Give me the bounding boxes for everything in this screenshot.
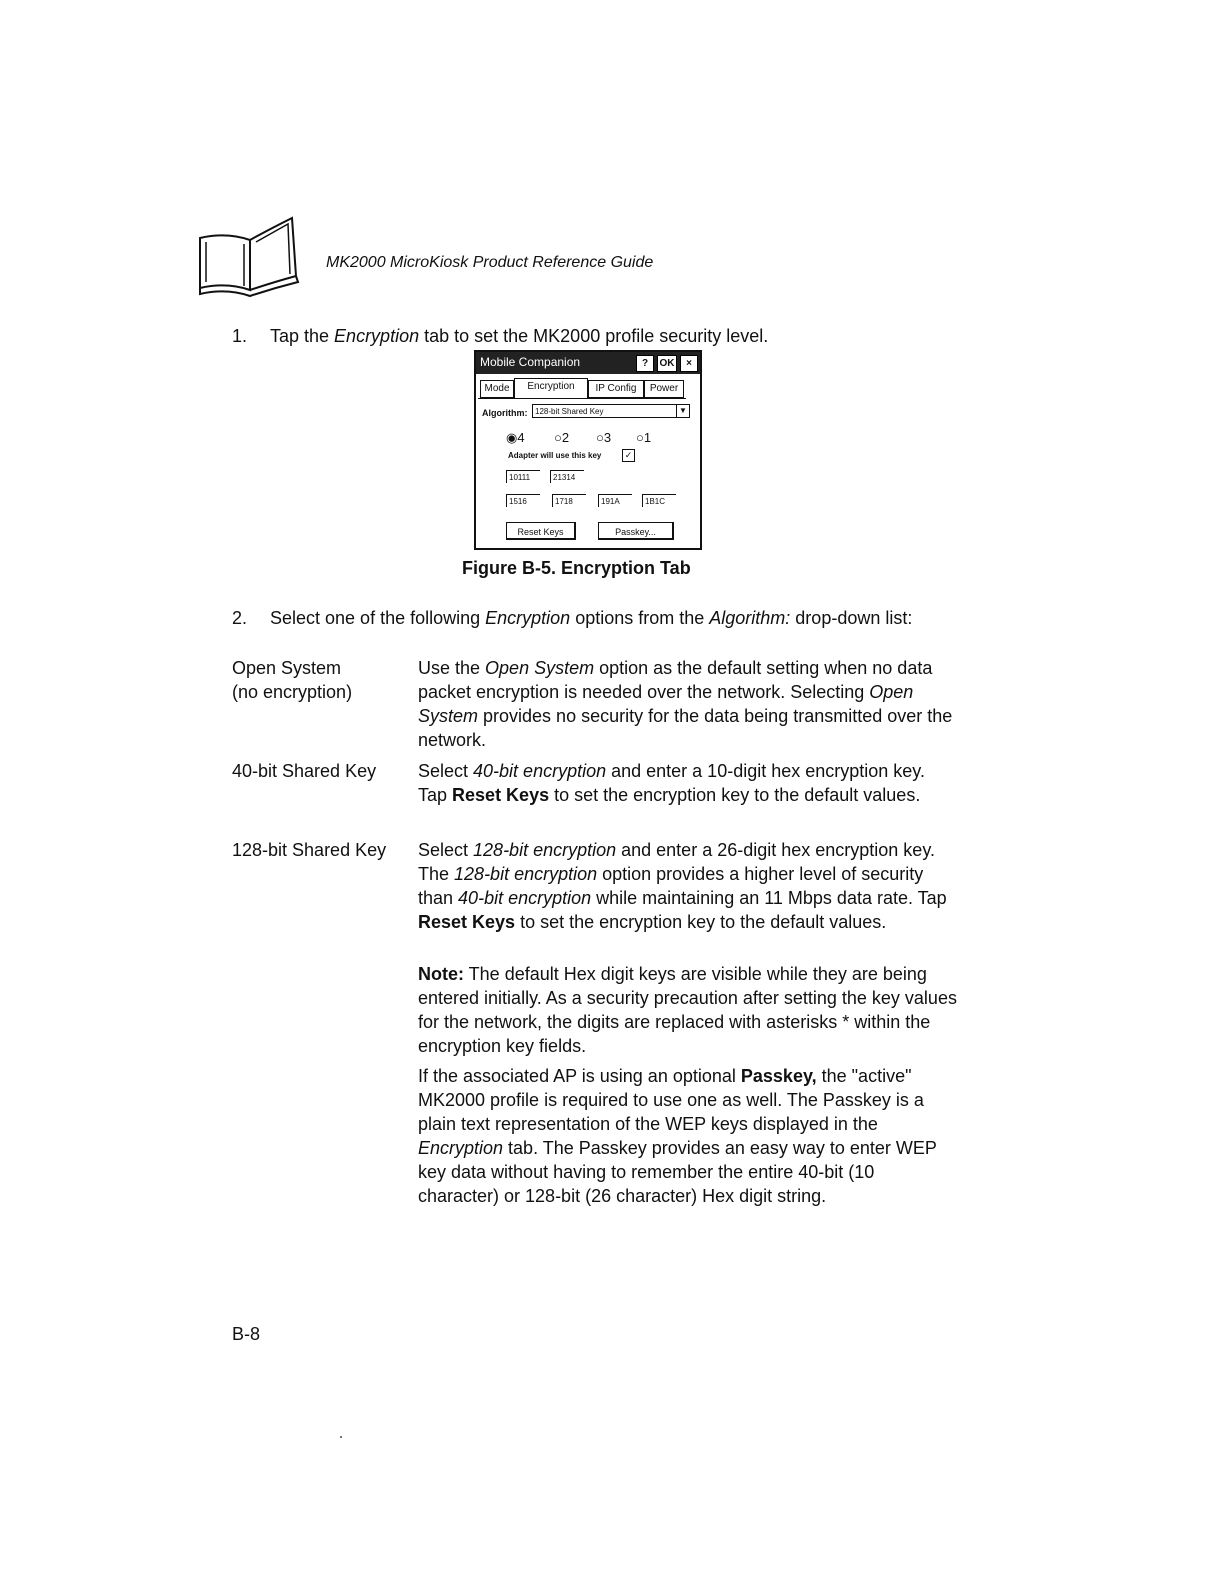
algorithm-select[interactable] [532,404,690,418]
window-titlebar [476,352,700,374]
tab-power[interactable]: Power [644,380,684,398]
adapter-key-checkbox[interactable]: ✓ [622,449,635,462]
key-field[interactable]: 1516 [506,494,540,507]
step-2 [232,606,1032,630]
step-number: 2. [232,608,248,628]
radio-key-4[interactable]: ◉4 [506,430,525,445]
key-field[interactable]: 191A [598,494,632,507]
term-40-bit: 40-bit Shared Key [232,761,377,781]
radio-key-2[interactable]: ○2 [554,430,570,445]
header-title: MK2000 MicroKiosk Product Reference Guide [326,254,654,271]
def-128-bit: Select 128-bit encryption and enter a 26-digit hex encryption key. The 128-bit encryption option provides a higher level of security than 40-bit encryption while maintaining an 11 Mbps data rate. Tap Reset Keys to set the encryption key to the default values. [418,840,947,932]
encryption-tab-screenshot [474,350,702,550]
chevron-down-icon[interactable]: ▼ [676,405,689,417]
tab-mode[interactable]: Mode [480,380,514,398]
key-field[interactable]: 10111 [506,470,540,483]
tab-bar [478,378,686,399]
window-title: Mobile Companion [480,355,581,369]
algorithm-label: Algorithm: [482,408,528,418]
key-field[interactable]: 1718 [552,494,586,507]
passkey-paragraph: If the associated AP is using an optional Passkey, the "active" MK2000 profile is required to use one as well. The Passkey is a plain text representation of the WEP keys displayed in the Encryption tab. The Passkey provides an easy way to enter WEP key data without having to remember the entire 40-bit (10 character) or 128-bit (26 character) Hex digit string. [418,1066,937,1206]
key-radio-group [506,430,686,446]
passkey-button[interactable]: Passkey... [598,522,674,540]
scan-speck [340,1436,342,1438]
def-open-system: Use the Open System option as the default setting when no data packet encryption is needed over the network. Selecting Open System provides no security for the data being transmitted over the network. [418,658,953,750]
radio-key-3[interactable]: ○3 [596,430,612,445]
step-number: 1. [232,326,248,346]
reset-keys-button[interactable]: Reset Keys [506,522,576,540]
step-text: Tap the Encryption tab to set the MK2000 profile security level. [270,326,769,346]
tab-encryption[interactable]: Encryption [514,378,588,398]
ok-button[interactable]: OK [657,355,677,372]
algorithm-value: 128-bit Shared Key [535,407,604,416]
close-button[interactable]: × [680,355,698,372]
def-40-bit: Select 40-bit encryption and enter a 10-digit hex encryption key. Tap Reset Keys to set the encryption key to the default values. [418,761,925,805]
note-paragraph: Note: The default Hex digit keys are visible while they are being entered initially. As a security precaution after setting the key values for the network, the digits are replaced with asterisks * within the encryption key fields. [418,964,957,1056]
term-open-system: Open System (no encryption) [232,658,353,702]
help-button[interactable]: ? [636,355,654,372]
step-1 [232,324,1032,348]
term-128-bit: 128-bit Shared Key [232,840,387,860]
key-field[interactable]: 1B1C [642,494,676,507]
page-number: B-8 [232,1324,261,1344]
radio-key-1[interactable]: ○1 [636,430,652,445]
step-text: Select one of the following Encryption options from the Algorithm: drop-down list: [270,608,913,628]
book-icon [196,216,304,298]
adapter-key-label: Adapter will use this key [508,451,602,460]
key-field[interactable]: 21314 [550,470,584,483]
tab-ip-config[interactable]: IP Config [588,380,644,398]
figure-caption: Figure B-5. Encryption Tab [462,558,691,578]
